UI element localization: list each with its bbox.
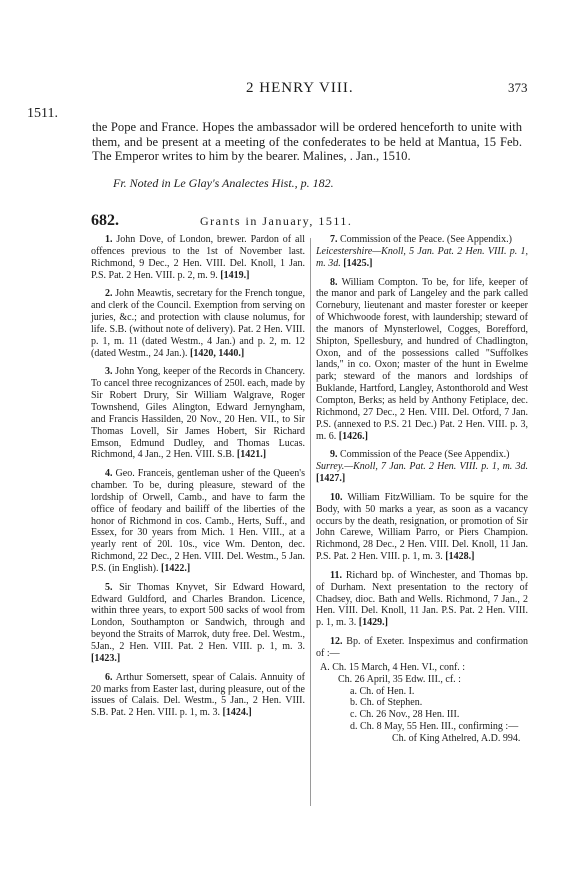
entry-number: 11. bbox=[330, 569, 342, 581]
entry-number: 5. bbox=[105, 581, 113, 593]
entry-text: Sir Thomas Knyvet, Sir Edward Howard, Edward Guldford, and Charles Brandon. Licence, within three years, to export 500 sacks of wool from London, Southampton or Sandwich, through and beyond the Straits of Marrok, duty free. Del. Westm., 5Jan., 2 Hen. VIII. Pat. 2 Hen. VIII. p. 1, m. 3. bbox=[91, 581, 305, 652]
entry-text: Bp. of Exeter. Inspeximus and confirmation of :— bbox=[316, 636, 528, 659]
entry-ref: [1423.] bbox=[91, 652, 121, 664]
entry-number: 7. bbox=[330, 234, 338, 245]
entry-ref: [1421.] bbox=[236, 449, 267, 461]
intro-note-prefix: Fr. bbox=[113, 176, 127, 190]
entry-text: John Dove, of London, brewer. Pardon of all offences previous to the 1st of November last. Richmond, 9 Dec., 2 Hen. VIII. Del. Knoll, 1 Jan. P.S. Pat. 2 Hen. VIII. p. 2, m. 9. bbox=[91, 234, 306, 281]
entry-ref: [1426.] bbox=[338, 430, 368, 442]
grant-entry bbox=[316, 234, 528, 270]
confirmation-item: d. Ch. 8 May, 55 Hen. III., confirming :— bbox=[350, 721, 519, 733]
grant-entry bbox=[316, 636, 528, 660]
section-title: Grants in January, 1511. bbox=[200, 214, 353, 228]
entry-number: 3. bbox=[105, 366, 113, 378]
entry-text: John Meawtis, secretary for the French tongue, and clerk of the Council. Exemption from serving on juries, &c.; and protection with clause nolumus, for life. S.B. (without note of delivery). Pat. 2 Hen. VIII. p. 1, m. 11 (dated Westm., 4 Jan.) and p. 2, m. 12 (dated Westm., 24 Jan.). bbox=[91, 288, 305, 359]
entry-subline: Surrey.—Knoll, 7 Jan. Pat. 2 Hen. VIII. p. 1, m. 3d. bbox=[316, 461, 528, 473]
entry-number: 4. bbox=[105, 468, 113, 480]
entry-ref: [1420, 1440.] bbox=[190, 347, 245, 359]
entry-subline: Leicestershire—Knoll, 5 Jan. Pat. 2 Hen. VIII. p. 1, m. 3d. bbox=[316, 245, 528, 269]
grant-entry bbox=[316, 449, 528, 485]
grant-entry bbox=[91, 366, 305, 461]
entry-number: 12. bbox=[330, 636, 343, 648]
page-number: 373 bbox=[508, 80, 528, 95]
entry-number: 9. bbox=[330, 449, 338, 461]
entry-number: 8. bbox=[330, 276, 338, 288]
entry-text: William FitzWilliam. To be squire for the Body, with 50 marks a year, as soon as a vacancy occurs by the death, resignation, or promotion of Sir John Carewe, William Parro, or Piers Champion. Richmond, 28 Dec., 2 Hen. VIII. Del. Knoll, 11 Jan. P.S. Pat. 2 Hen. VIII. p. 1, m. 3. bbox=[316, 491, 528, 563]
entry-text: Commission of the Peace. (See Appendix.) bbox=[340, 234, 512, 245]
running-year: 1511. bbox=[27, 106, 58, 121]
entry-text: Geo. Franceis, gentleman usher of the Queen's chamber. To be, during pleasure, steward of the lordship of Orwell, Camb., and have to farm the office of feodary and bailiff of the liberties of the honor of Richmond in cos. Camb., Herts, Suff., and Essex, for 30 years from Mich. 1 Hen. VIII., at a yearly rent of 20l. 10s., vice Wm. Denton, dec. Richmond, 22 Dec., 2 Hen. VIII. Del. Westm., 5 Jan. P.S. (in English). bbox=[91, 468, 306, 574]
grant-entry bbox=[316, 492, 528, 563]
grant-entry bbox=[91, 468, 305, 575]
grant-entry bbox=[316, 570, 528, 629]
grant-entry bbox=[91, 288, 305, 359]
entry-ref: [1425.] bbox=[343, 257, 373, 269]
section-number: 682. bbox=[91, 212, 119, 229]
confirmation-item: b. Ch. of Stephen. bbox=[350, 697, 423, 709]
confirmation-item: A. Ch. 15 March, 4 Hen. VI., conf. : bbox=[320, 661, 466, 673]
confirmation-list bbox=[316, 662, 528, 745]
entry-text: Arthur Somersett, spear of Calais. Annuity of 20 marks from Easter last, during pleasure, out of the issues of Calais. Del. Westm., 5 Jan., 2 Hen. VIII. S.B. Pat. 2 Hen. VIII. p. 1, m. 3. bbox=[91, 671, 306, 719]
intro-note-text: Noted in Le Glay's Analectes Hist., p. 182. bbox=[129, 176, 334, 190]
grant-entry bbox=[316, 277, 528, 443]
entry-number: 10. bbox=[330, 491, 343, 503]
entry-number: 6. bbox=[105, 671, 113, 683]
confirmation-item: a. Ch. of Hen. I. bbox=[350, 685, 415, 697]
intro-paragraph: the Pope and France. Hopes the ambassador will be ordered henceforth to unite with them, and be present at a meeting of the confederates to be held at Mantua, 15 Feb. The Emperor writes to him by the bearer. Malines, . Jan., 1510. bbox=[92, 120, 522, 164]
entry-ref: [1427.] bbox=[316, 473, 346, 485]
confirmation-item: c. Ch. 26 Nov., 28 Hen. III. bbox=[350, 709, 460, 721]
confirmation-item: Ch. of King Athelred, A.D. 994. bbox=[392, 732, 521, 744]
entry-text: Commission of the Peace (See Appendix.) bbox=[340, 449, 510, 461]
intro-note bbox=[113, 176, 334, 191]
entry-number: 2. bbox=[105, 288, 113, 300]
entry-ref: [1429.] bbox=[358, 617, 388, 629]
column-divider bbox=[310, 238, 311, 806]
entry-text: William Compton. To be, for life, keeper of the manor and park of Langeley and the park called Cornebury, lieutenant and master forester or keeper of Whichwoode forest, with laundership; steward of the manors of Mynsterlowel, Cogges, Borefford, Shipton, Spellesbury, and hundred of Chadlington, Oxon, and of the possessions called "Suffolkes lands," in co. Oxon; master of the hunt in Ewelme park; steward of the manors and lordships of Buklande, Hartford, Langley, Astonthorold and West Compton, Berks; as held by Anthony Fetiplace, dec. Richmond, 27 Dec., 2 Hen. VIII. Del. Otford, 7 Jan. P.S. (annexed to P.S. 21 Dec.) Pat. 2 Hen. VIII. p. 3, m. 6. bbox=[316, 276, 528, 442]
entry-ref: [1424.] bbox=[222, 707, 252, 719]
entry-ref: [1419.] bbox=[220, 269, 250, 281]
grant-entry bbox=[91, 234, 305, 281]
right-column bbox=[316, 234, 528, 745]
running-title: 2 HENRY VIII. bbox=[246, 80, 354, 96]
entry-ref: [1428.] bbox=[445, 551, 475, 563]
entry-number: 1. bbox=[105, 234, 113, 245]
entry-ref: [1422.] bbox=[161, 562, 191, 574]
grant-entry bbox=[91, 582, 305, 665]
confirmation-item: Ch. 26 April, 35 Edw. III., cf. : bbox=[338, 673, 461, 685]
grant-entry bbox=[91, 672, 305, 719]
left-column bbox=[91, 234, 305, 726]
entry-text: John Yong, keeper of the Records in Chancery. To cancel three recognizances of 250l. each, made by Sir Robert Drury, Sir William Walgrave, Roger Townshend, Giles Alington, Edward Jernyngham, and Francis Hassilden, 20 Nov., 20 Hen. VII., to Sir Thomas Lovell, Sir James Hobert, Sir Richard Emson, Edmund Dudley, and Thomas Lucas. Richmond, 4 Jan., 2 Hen. VIII. S.B. bbox=[91, 366, 305, 461]
entry-text: Richard bp. of Winchester, and Thomas bp. of Durham. Next presentation to the rectory of Chadsey, dioc. Bath and Wells. Richmond, 7 Jan., 2 Hen. VIII. Del. Knoll, 11 Jan. P.S. Pat. 2 Hen. VIII. p. 1, m. 3. bbox=[316, 569, 528, 629]
